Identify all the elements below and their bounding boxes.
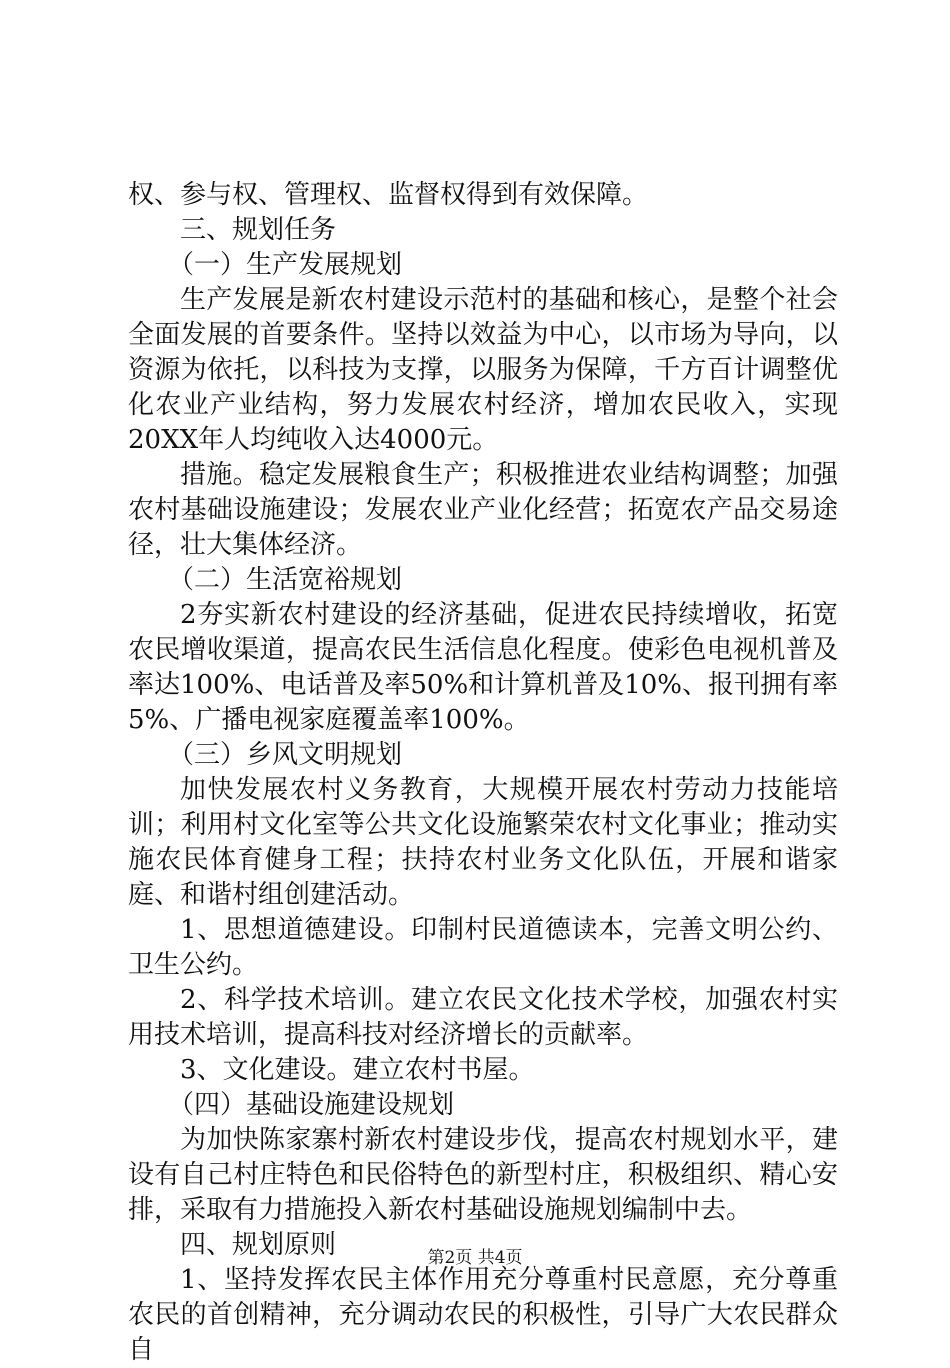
subsection-heading-infrastructure: （四）基础设施建设规划 bbox=[168, 1090, 455, 1120]
section-heading-planning-tasks: 三、规划任务 bbox=[180, 215, 337, 245]
paragraph-culture-construction: 3、文化建设。建立农村书屋。 bbox=[180, 1055, 535, 1085]
paragraph-farmer-role: 1、坚持发挥农民主体作用充分尊重村民意愿，充分尊重农民的首创精神，充分调动农民的积极性，引导广大农民群众自 bbox=[128, 1265, 838, 1365]
subsection-heading-living: （二）生活宽裕规划 bbox=[168, 565, 403, 595]
paragraph-production-development: 生产发展是新农村建设示范村的基础和核心，是整个社会全面发展的首要条件。坚持以效益为中心，以市场为导向，以资源为依托，以科技为支撑，以服务为保障，千方百计调整优化农业产业结构，努力发展农村经济，增加农民收入，实现20XX年人均纯收入达4000元。 bbox=[128, 285, 838, 455]
section-heading-planning-principles: 四、规划原则 bbox=[180, 1230, 337, 1260]
paragraph-rural-education: 加快发展农村义务教育，大规模开展农村劳动力技能培训；利用村文化室等公共文化设施繁荣农村文化事业；推动实施农民体育健身工程；扶持农村业务文化队伍，开展和谐家庭、和谐村组创建活动。 bbox=[128, 775, 838, 910]
page-footer: 第2页 共4页 bbox=[427, 1248, 523, 1268]
paragraph-living-prosperity: 2夯实新农村建设的经济基础，促进农民持续增收，拓宽农民增收渠道，提高农民生活信息化程度。使彩色电视机普及率达100%、电话普及率50%和计算机普及10%、报刊拥有率5%、广播电视家庭覆盖率100%。 bbox=[128, 600, 838, 735]
paragraph-moral-construction: 1、思想道德建设。印制村民道德读本，完善文明公约、卫生公约。 bbox=[128, 915, 838, 980]
subsection-heading-civilization: （三）乡风文明规划 bbox=[168, 740, 403, 770]
paragraph-tech-training: 2、科学技术培训。建立农民文化技术学校，加强农村实用技术培训，提高科技对经济增长的贡献率。 bbox=[128, 985, 838, 1050]
document-body bbox=[128, 178, 838, 1368]
paragraph-continuation: 权、参与权、管理权、监督权得到有效保障。 bbox=[128, 180, 649, 210]
paragraph-infrastructure: 为加快陈家寨村新农村建设步伐，提高农村规划水平，建设有自己村庄特色和民俗特色的新型村庄，积极组织、精心安排，采取有力措施投入新农村基础设施规划编制中去。 bbox=[128, 1125, 838, 1225]
subsection-heading-production: （一）生产发展规划 bbox=[168, 250, 403, 280]
paragraph-measures: 措施。稳定发展粮食生产；积极推进农业结构调整；加强农村基础设施建设；发展农业产业化经营；拓宽农产品交易途径，壮大集体经济。 bbox=[128, 460, 838, 560]
